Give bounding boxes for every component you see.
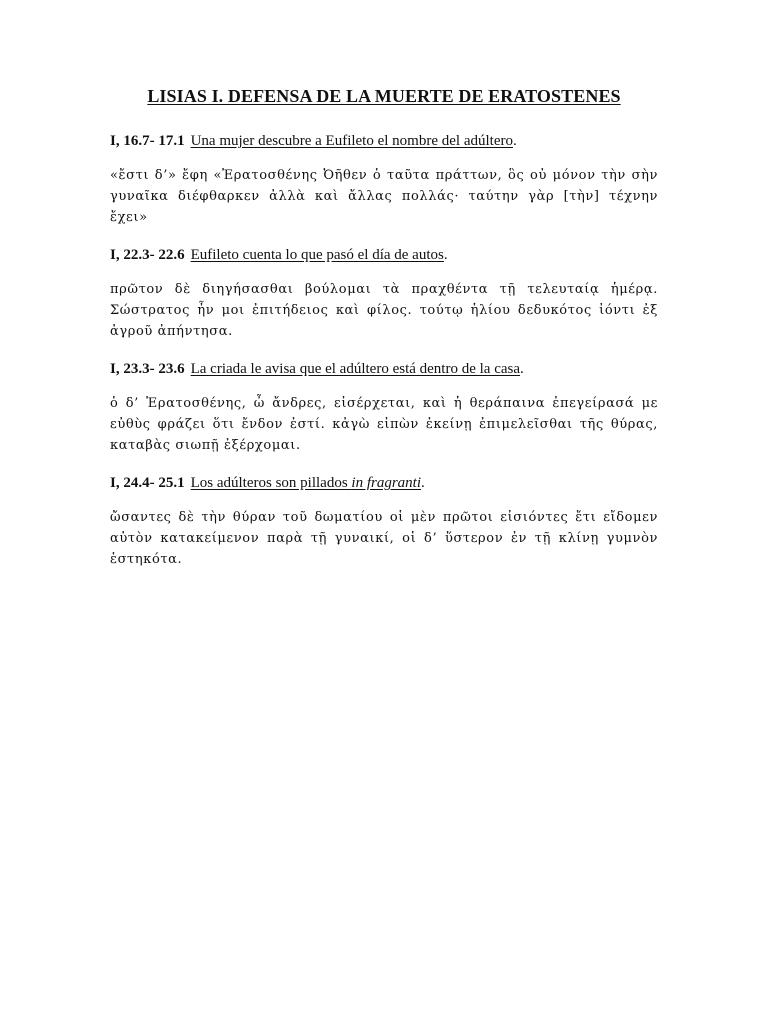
greek-passage: πρῶτον δὲ διηγήσασθαι βούλομαι τὰ πραχθέντα τῇ τελευταίᾳ ἡμέρᾳ. Σώστρατος ἦν μοι ἐπιτήδειος καὶ φίλος. τούτῳ ἡλίου δεδυκότος ἰόντι ἐξ ἀγροῦ ἀπήντησα. <box>110 282 658 339</box>
section-ref: I, 16.7- 17.1 <box>110 133 185 149</box>
document-title: LISIAS I. DEFENSA DE LA MUERTE DE ERATOSTENES <box>147 86 621 106</box>
section-description-italic: in fragranti <box>351 475 422 491</box>
section-heading <box>110 473 658 493</box>
section-ref: I, 24.4- 25.1 <box>110 475 185 491</box>
section-ref: I, 22.3- 22.6 <box>110 247 185 263</box>
section-description-end: . <box>421 475 425 491</box>
section-description-end: . <box>443 247 448 263</box>
section-3 <box>110 359 658 456</box>
section-4 <box>110 473 658 570</box>
greek-passage: ὤσαντες δὲ τὴν θύραν τοῦ δωματίου οἱ μὲν πρῶτοι εἰσιόντες ἔτι εἴδομεν αὐτὸν κατακείμενον παρὰ τῇ γυναικί, οἱ δ’ ὕστερον ἐν τῇ κλίνῃ γυμνὸν ἑστηκότα. <box>110 510 658 567</box>
section-heading <box>110 359 658 379</box>
section-description: Una mujer descubre a Eufileto el nombre del adúltero <box>190 133 513 149</box>
section-description: Los adúlteros son pillados <box>190 475 352 491</box>
section-heading <box>110 245 658 265</box>
section-ref: I, 23.3- 23.6 <box>110 361 185 377</box>
greek-passage: ὁ δ’ Ἐρατοσθένης, ὦ ἄνδρες, εἰσέρχεται, καὶ ἡ θεράπαινα ἐπεγείρασά με εὐθὺς φράζει ὅτι ἔνδον ἐστί. κἀγὼ εἰπὼν ἐκείνῃ ἐπιμελεῖσθαι τῆς θύρας, καταβὰς σιωπῇ ἐξέρχομαι. <box>110 396 658 453</box>
section-1 <box>110 131 658 228</box>
section-description-end: . <box>520 361 524 377</box>
section-2 <box>110 245 658 342</box>
section-heading <box>110 131 658 151</box>
greek-passage: «ἔστι δ’» ἔφη «Ἐρατοσθένης Ὀῆθεν ὁ ταῦτα πράττων, ὃς οὐ μόνον τὴν σὴν γυναῖκα διέφθαρκεν ἀλλὰ καὶ ἄλλας πολλάς· ταύτην γὰρ [τὴν] τέχνην ἔχει» <box>110 168 658 225</box>
section-description: Eufileto cuenta lo que pasó el día de autos <box>190 247 444 263</box>
section-description-end: . <box>512 133 517 149</box>
section-description: La criada le avisa que el adúltero está dentro de la casa <box>190 361 521 377</box>
